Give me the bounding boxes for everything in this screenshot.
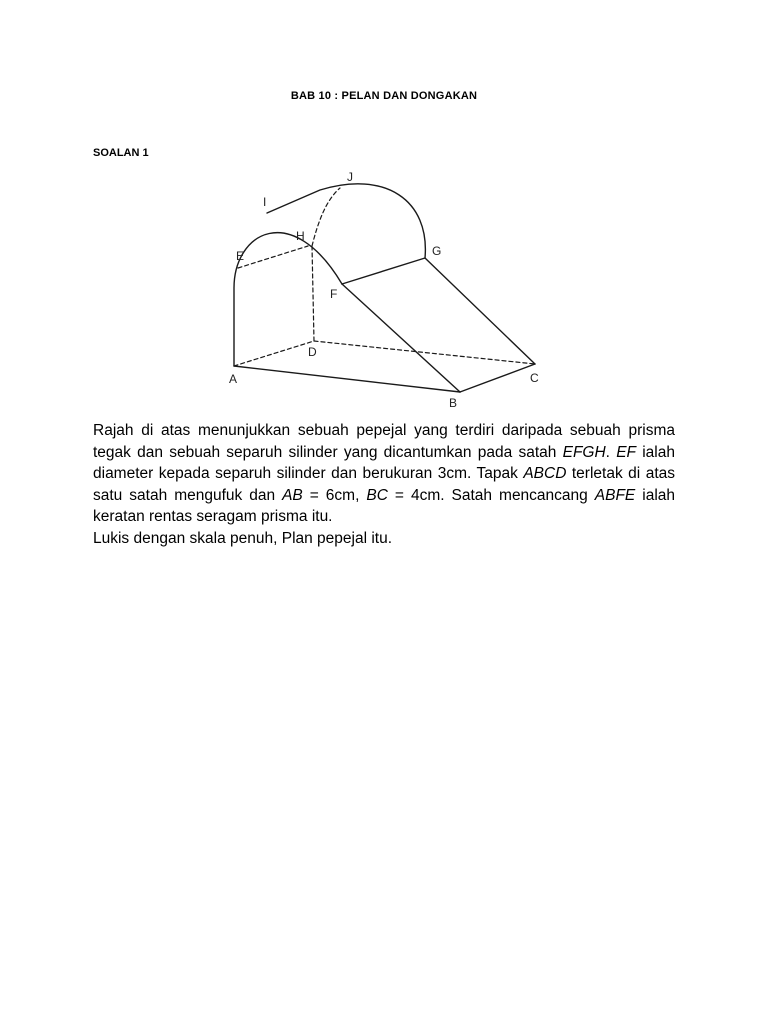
question-paragraph: [93, 420, 675, 528]
question-text-part: ialah keratan rentas seragam prisma itu.: [93, 486, 676, 525]
label-h: H: [296, 229, 305, 243]
solid-diagram: [200, 160, 580, 420]
question-text-part: terletak di atas satu satah mengufuk dan: [93, 465, 675, 504]
segment-bc: BC: [366, 486, 388, 504]
question-text-part: .: [605, 443, 617, 461]
question-text-part: ialah diameter kepada separuh silinder dan berukuran 3cm. Tapak: [93, 443, 675, 482]
label-j: J: [347, 170, 353, 184]
page-title: BAB 10 : PELAN DAN DONGAKAN: [290, 90, 478, 102]
edge-bc: [460, 364, 535, 392]
label-c: C: [530, 371, 539, 385]
question-text-part: = 4cm. Satah mencancang: [387, 486, 595, 504]
base-abcd: ABCD: [523, 465, 567, 482]
solid-figure: [200, 160, 580, 420]
hidden-edge-hi-arc: [312, 188, 340, 246]
edge-ab: [234, 366, 460, 392]
plane-efgh: EFGH: [562, 443, 606, 461]
label-g: G: [432, 244, 442, 258]
question-text-part: Rajah di atas menunjukkan sebuah pepejal yang terdiri daripada sebuah prisma tegak dan sebuah separuh silinder yang dicantumkan pada satah: [93, 422, 675, 461]
label-b: B: [449, 396, 458, 410]
instruction-line: Lukis dengan skala penuh, Plan pepejal itu.: [93, 529, 393, 547]
edge-fb: [342, 284, 460, 392]
label-d: D: [308, 345, 317, 359]
hidden-edge-dc: [314, 341, 535, 364]
question-text: [93, 420, 675, 549]
edge-gc: [425, 258, 535, 364]
plane-abfe: ABFE: [594, 486, 636, 504]
edge-top-arc: [267, 184, 425, 258]
segment-ab: AB: [282, 486, 303, 504]
segment-ef: EF: [616, 443, 637, 461]
hidden-edge-hd: [312, 246, 314, 341]
hidden-edge-ad: [234, 341, 314, 366]
label-a: A: [229, 372, 238, 386]
question-text-part: = 6cm,: [302, 486, 367, 504]
question-label: SOALAN 1: [93, 147, 149, 159]
label-i: I: [263, 195, 267, 209]
label-e: E: [236, 249, 245, 263]
hidden-edge-eh: [238, 246, 308, 268]
edge-fg: [342, 258, 425, 284]
label-f: F: [330, 287, 338, 301]
